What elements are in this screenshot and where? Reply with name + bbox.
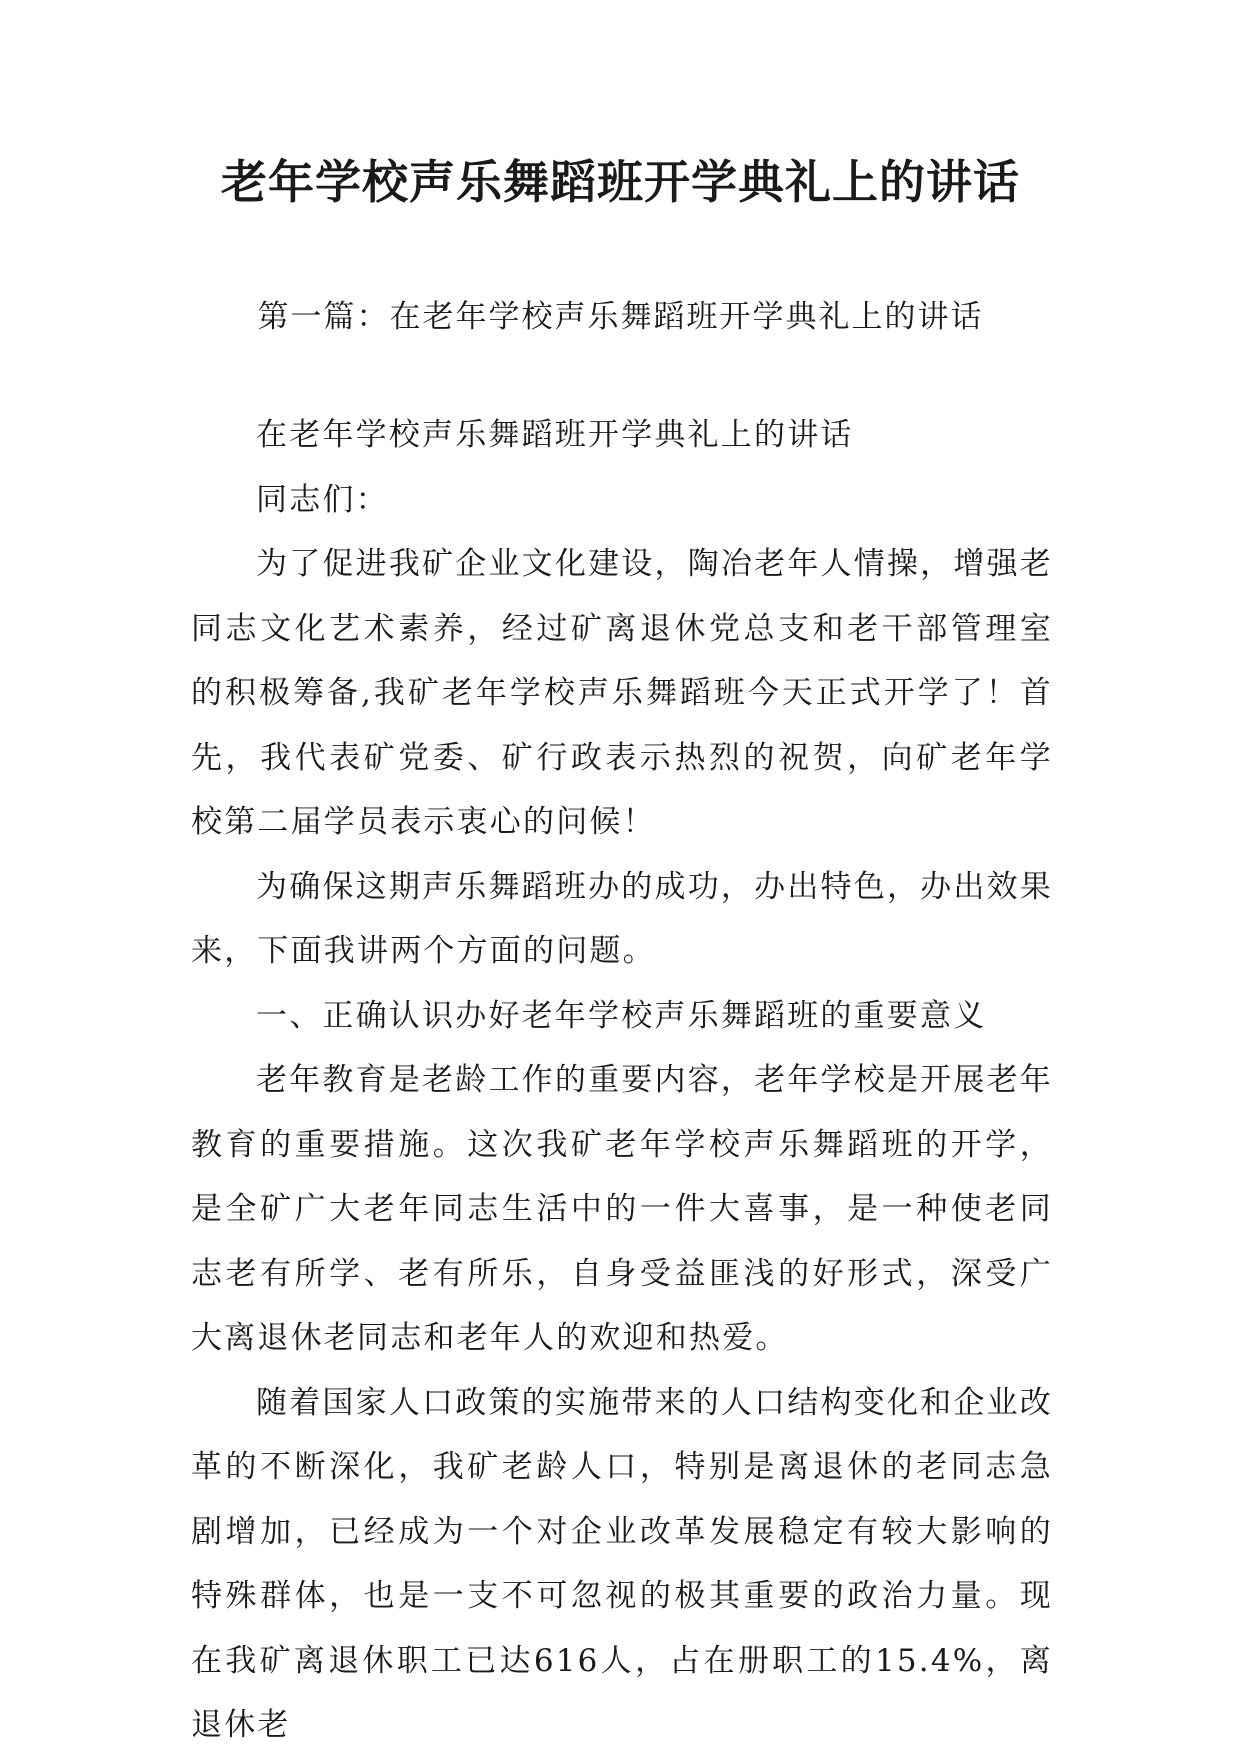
section-heading: 一、正确认识办好老年学校声乐舞蹈班的重要意义 xyxy=(256,997,987,1034)
body-paragraph: 老年教育是老龄工作的重要内容，老年学校是开展老年教育的重要措施。这次我矿老年学校声乐舞蹈班的开学，是全矿广大老年同志生活中的一件大喜事，是一种使老同志老有所学、老有所乐，自身受益匪浅的好形式，深受广大离退休老同志和老年人的欢迎和热爱。 xyxy=(191,1062,1053,1356)
speech-heading: 在老年学校声乐舞蹈班开学典礼上的讲话 xyxy=(256,417,854,453)
body-paragraph: 为了促进我矿企业文化建设，陶冶老年人情操，增强老同志文化艺术素养，经过矿离退休党总支和老干部管理室的积极筹备,我矿老年学校声乐舞蹈班今天正式开学了！首先，我代表矿党委、矿行政表示热烈的祝贺，向矿老年学校第二届学员表示衷心的问候！ xyxy=(191,546,1053,840)
document-subtitle: 第一篇：在老年学校声乐舞蹈班开学典礼上的讲话 xyxy=(257,299,984,335)
body-paragraph: 随着国家人口政策的实施带来的人口结构变化和企业改革的不断深化，我矿老龄人口，特别是离退休的老同志急剧增加，已经成为一个对企业改革发展稳定有较大影响的特殊群体，也是一支不可忽视的极其重要的政治力量。现在我矿离退休职工已达616人，占在册职工的15.4%，离退休老 xyxy=(191,1384,1053,1743)
document-body xyxy=(191,403,1053,1758)
salutation: 同志们： xyxy=(256,481,389,518)
document-title: 老年学校声乐舞蹈班开学典礼上的讲话 xyxy=(221,155,1020,209)
body-paragraph: 为确保这期声乐舞蹈班办的成功，办出特色，办出效果来，下面我讲两个方面的问题。 xyxy=(191,868,1053,969)
